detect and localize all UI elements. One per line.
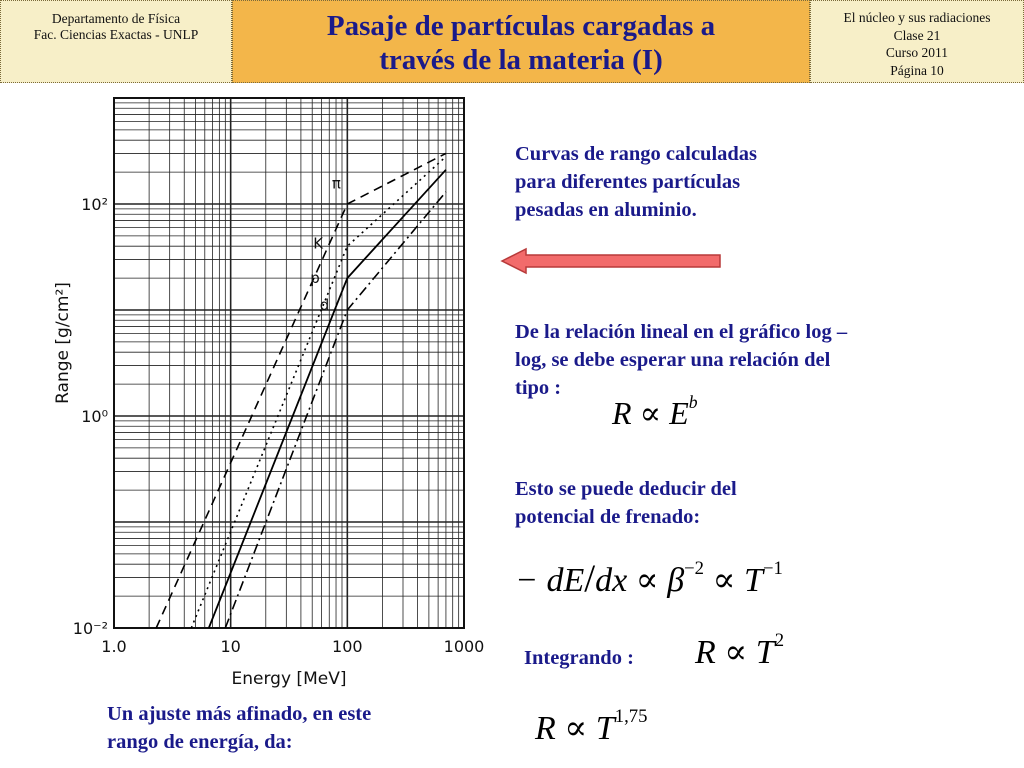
integrating-label: Integrando : — [524, 647, 634, 669]
f4-lhs: R — [535, 709, 556, 747]
x-axis-label: Energy [MeV] — [231, 669, 347, 689]
title-line-1: Pasaje de partículas cargadas a — [326, 10, 716, 42]
header-course-info — [810, 0, 1024, 83]
relation-line-1: De la relación lineal en el gráfico log – — [515, 321, 848, 343]
fit-line-2: rango de energía, da: — [107, 731, 293, 753]
f2-beta: β — [667, 562, 685, 599]
proportional-symbol: ∝ — [639, 394, 662, 431]
f1-exponent: b — [688, 392, 698, 412]
deduce-line-2: potencial de frenado: — [515, 506, 701, 528]
relation-text — [515, 318, 847, 402]
page-number: Página 10 — [890, 62, 944, 78]
caption-line-2: para diferentes partículas — [515, 171, 741, 193]
chart-caption — [515, 140, 757, 224]
f3-lhs: R — [695, 633, 716, 671]
series-label-0: π — [331, 174, 341, 193]
y-axis-label: Range [g/cm²] — [53, 282, 73, 404]
series-line-2 — [209, 170, 446, 628]
fit-text — [107, 700, 371, 756]
slide-title — [232, 0, 810, 83]
f2-rhs: T — [744, 562, 763, 599]
fit-line-1: Un ajuste más afinado, en este — [107, 703, 372, 725]
relation-line-2: log, se debe esperar una relación del — [515, 349, 831, 371]
course-year: Curso 2011 — [885, 45, 949, 60]
x-tick-label: 1.0 — [101, 637, 127, 656]
formula-integrated — [695, 630, 784, 672]
f2-mid: dx — [595, 562, 628, 599]
proportional-symbol: ∝ — [712, 562, 736, 599]
f1-rhs: E — [669, 394, 689, 431]
y-tick-label: 10⁻² — [72, 619, 108, 638]
caption-line-1: Curvas de rango calculadas — [515, 143, 758, 165]
plot-frame — [114, 98, 464, 628]
f2-beta-exponent: −2 — [684, 558, 705, 580]
caption-line-3: pesadas en aluminio. — [515, 199, 697, 221]
left-arrow-icon — [500, 247, 725, 277]
deduce-line-1: Esto se puede deducir del — [515, 478, 737, 500]
formula-range-energy — [612, 392, 698, 432]
title-line-2: través de la materia (I) — [379, 44, 663, 76]
series-line-3 — [225, 192, 446, 628]
f2-t-exponent: −1 — [762, 558, 783, 580]
series-label-2: p — [310, 268, 320, 287]
range-chart-svg — [32, 94, 492, 698]
formula-stopping-power: − $dE/dx \propto \beta^{-2} \propto T^{-1}$ — [515, 557, 783, 600]
series-label-3: d — [319, 296, 330, 314]
deduce-text — [515, 475, 737, 531]
y-tick-label: 10⁰ — [81, 407, 108, 426]
f3-rhs: T — [755, 633, 775, 671]
faculty-line: Fac. Ciencias Exactas - UNLP — [33, 27, 199, 42]
y-tick-label: 10² — [81, 195, 108, 214]
f2-lhs: − dE — [515, 562, 585, 599]
course-name: El núcleo y sus radiaciones — [843, 10, 991, 25]
x-tick-label: 1000 — [443, 637, 485, 656]
x-tick-label: 10 — [220, 637, 241, 656]
series-label-1: K — [313, 234, 324, 253]
class-number: Clase 21 — [893, 27, 941, 43]
header-department — [0, 0, 232, 83]
proportional-symbol: ∝ — [635, 562, 659, 599]
proportional-symbol: ∝ — [724, 633, 748, 671]
department-line: Departamento de Física — [51, 11, 181, 26]
formula-fit — [535, 706, 647, 748]
proportional-symbol: ∝ — [564, 709, 588, 747]
f4-rhs: T — [595, 709, 615, 747]
f4-exponent: 1,75 — [614, 706, 648, 727]
f3-exponent: 2 — [774, 630, 785, 651]
range-chart — [32, 94, 492, 698]
x-tick-label: 100 — [332, 637, 363, 656]
f1-lhs: R — [612, 394, 632, 431]
relation-line-3: tipo : — [515, 377, 562, 399]
